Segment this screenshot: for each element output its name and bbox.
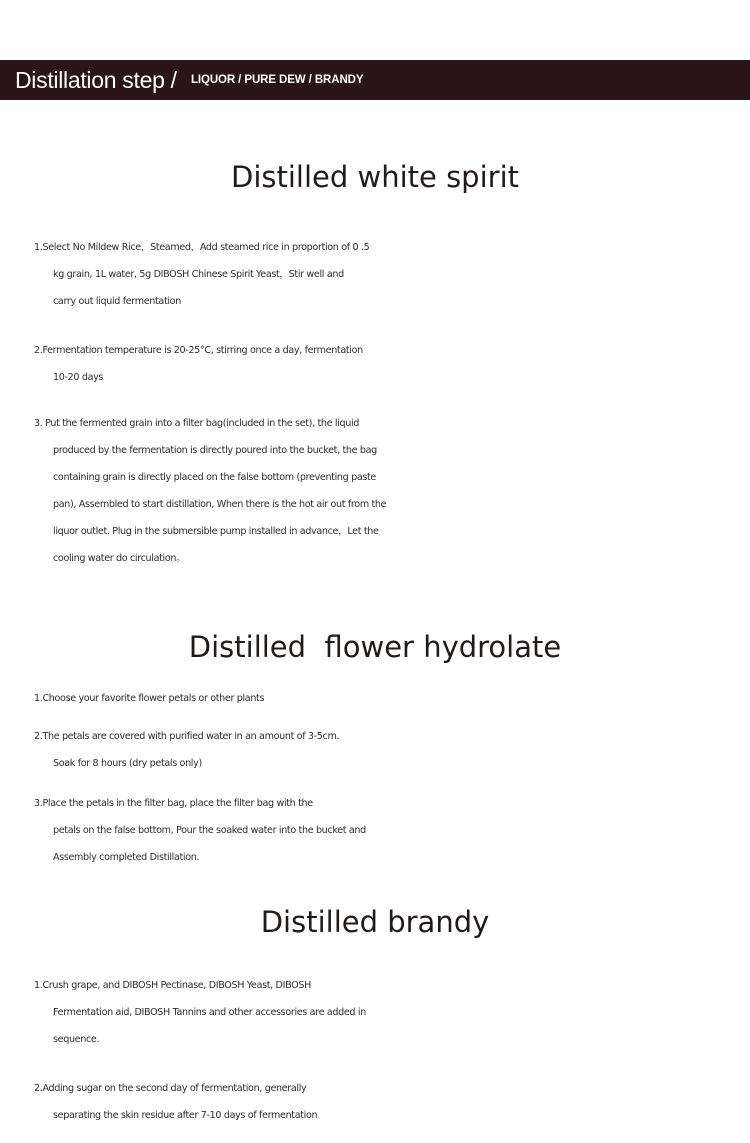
step-line: cooling water do circulation。 <box>53 553 186 564</box>
step-line: 1.Select No Mildew Rice，Steamed，Add steamed rice in proportion of 0 .5 <box>34 242 370 253</box>
step-line: pan), Assembled to start distillation, When there is the hot air out from the <box>53 499 387 510</box>
white-spirit-step-1 <box>34 234 750 315</box>
step-line: 10-20 days <box>53 372 104 383</box>
step-line: 1.Crush grape, and DIBOSH Pectinase, DIBOSH Yeast, DIBOSH <box>34 980 311 991</box>
step-line: 3. Put the fermented grain into a filter bag(included in the set), the liquid <box>34 418 360 429</box>
flower-hydrolate-step-3 <box>34 790 750 871</box>
header-subtitle: LIQUOR / PURE DEW / BRANDY <box>190 74 364 86</box>
step-line: 2.Adding sugar on the second day of fermentation, generally <box>34 1083 307 1094</box>
header-bar <box>0 60 750 100</box>
step-line: Soak for 8 hours (dry petals only) <box>53 758 202 769</box>
section-title-flower-hydrolate: Distilled flower hydrolate <box>188 630 562 664</box>
step-line: sequence. <box>53 1034 100 1045</box>
white-spirit-step-3 <box>34 410 750 572</box>
step-line: containing grain is directly placed on the false bottom (preventing paste <box>53 472 376 483</box>
step-line: 1.Choose your favorite flower petals or other plants <box>34 693 265 704</box>
step-line: 2.The petals are covered with purified water in an amount of 3-5cm. <box>34 731 340 742</box>
brandy-step-2 <box>34 1075 750 1129</box>
section-title-brandy: Distilled brandy <box>260 905 490 939</box>
header-title: Distillation step <box>15 66 165 93</box>
white-spirit-step-2 <box>34 337 750 391</box>
step-line: carry out liquid fermentation <box>53 296 181 307</box>
brandy-step-1 <box>34 972 750 1053</box>
step-line: liquor outlet. Plug in the submersible pump installed in advance，Let the <box>53 526 379 537</box>
step-line: Fermentation aid, DIBOSH Tannins and other accessories are added in <box>53 1007 366 1018</box>
step-line: Assembly completed Distillation. <box>53 852 200 863</box>
flower-hydrolate-step-2 <box>34 723 750 777</box>
step-line: petals on the false bottom, Pour the soaked water into the bucket and <box>53 825 366 836</box>
step-line: produced by the fermentation is directly poured into the bucket, the bag <box>53 445 377 456</box>
section-title-white-spirit: Distilled white spirit <box>230 160 520 194</box>
step-line: 2.Fermentation temperature is 20-25°C, stirring once a day, fermentation <box>34 345 363 356</box>
header-separator: / <box>170 66 177 93</box>
step-line: separating the skin residue after 7-10 days of fermentation <box>53 1110 318 1121</box>
step-line: kg grain, 1L water, 5g DIBOSH Chinese Spirit Yeast，Stir well and <box>53 269 344 280</box>
step-line: 3.Place the petals in the filter bag, place the filter bag with the <box>34 798 313 809</box>
flower-hydrolate-step-1 <box>34 685 750 712</box>
